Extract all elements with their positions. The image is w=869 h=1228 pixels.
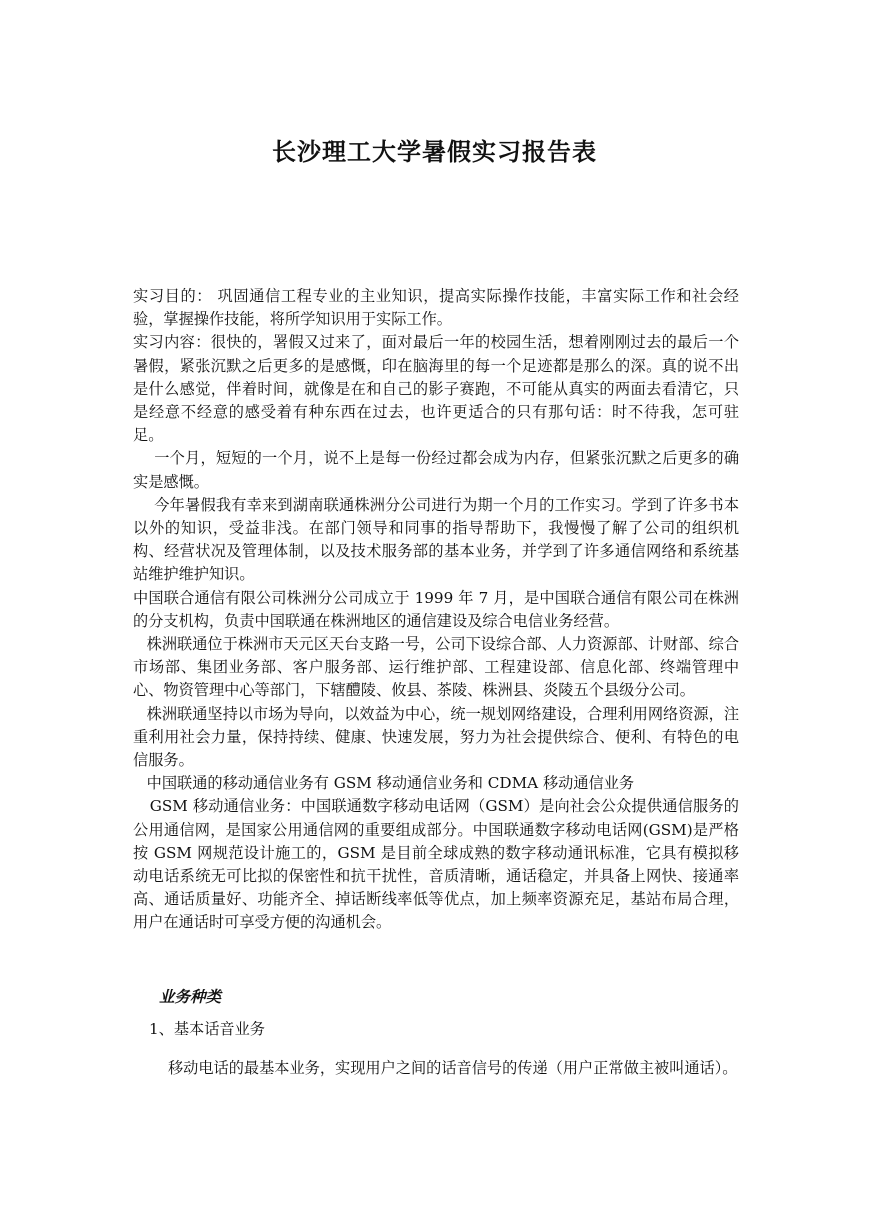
paragraph-company-location: 株洲联通位于株洲市天元区天台支路一号，公司下设综合部、人力资源部、计财部、综合市场部、集团业务部、客户服务部、运行维护部、工程建设部、信息化部、终端管理中心、物资管理中心等部门，下辖醴陵、攸县、茶陵、株洲县、炎陵五个县级分公司。 [133, 635, 739, 700]
paragraph-purpose: 实习目的： 巩固通信工程专业的主业知识，提高实际操作技能，丰富实际工作和社会经验，掌握操作技能，将所学知识用于实际工作。 [133, 287, 739, 329]
paragraph-basic-voice: 移动电话的最基本业务，实现用户之间的话音信号的传递（用户正常做主被叫通话）。 [167, 1059, 738, 1077]
item-heading-basic-voice: 1、基本话音业务 [149, 1020, 265, 1038]
document-title: 长沙理工大学暑假实习报告表 [272, 137, 597, 166]
paragraph-company-strategy: 株洲联通坚持以市场为导向，以效益为中心，统一规划网络建设，合理利用网络资源，注重利用社会力量，保持持续、健康、快速发展，努力为社会提供综合、便利、有特色的电信服务。 [133, 704, 739, 770]
document-body [133, 285, 739, 935]
paragraph-gsm: GSM 移动通信业务：中国联通数字移动电话网（GSM）是向社会公众提供通信服务的公用通信网，是国家公用通信网的重要组成部分。中国联通数字移动电话网(GSM)是严格按 GSM 网规范设计施工的，GSM 是目前全球成熟的数字移动通讯标准，它具有模拟移动电话系统无可比拟的保密性和抗干扰性，音质清晰，通话稳定，并具备上网快、接通率高、通话质量好、功能齐全、掉话断线率低等优点，加上频率资源充足，基站布局合理，用户在通话时可享受方便的沟通机会。 [133, 797, 739, 932]
paragraph-mobile-services: 中国联通的移动通信业务有 GSM 移动通信业务和 CDMA 移动通信业务 [146, 774, 635, 793]
paragraph-internship: 今年暑假我有幸来到湖南联通株洲分公司进行为期一个月的工作实习。学到了许多书本以外的知识，受益非浅。在部门领导和同事的指导帮助下，我慢慢了解了公司的组织机构、经营状况及管理体制，以及技术服务部的基本业务，并学到了许多通信网络和系统基站维护维护知识。 [133, 495, 739, 584]
paragraph-company-intro: 中国联合通信有限公司株洲分公司成立于 1999 年 7 月，是中国联合通信有限公司在株洲的分支机构，负责中国联通在株洲地区的通信建设及综合电信业务经营。 [133, 588, 739, 630]
paragraph-content: 实习内容：很快的，署假又过来了，面对最后一年的校园生活，想着刚刚过去的最后一个暑假，紧张沉默之后更多的是感慨，印在脑海里的每一个足迹都是那么的深。真的说不出是什么感觉，伴着时间，就像是在和自己的影子赛跑，不可能从真实的两面去看清它，只是经意不经意的感受着有种东西在过去，也许更适合的只有那句话：时不待我，怎可驻足。 [133, 333, 739, 445]
section-heading-service-types: 业务种类 [159, 987, 222, 1006]
paragraph-month: 一个月，短短的一个月，说不上是每一份经过都会成为内存，但紧张沉默之后更多的确实是感慨。 [133, 449, 739, 491]
